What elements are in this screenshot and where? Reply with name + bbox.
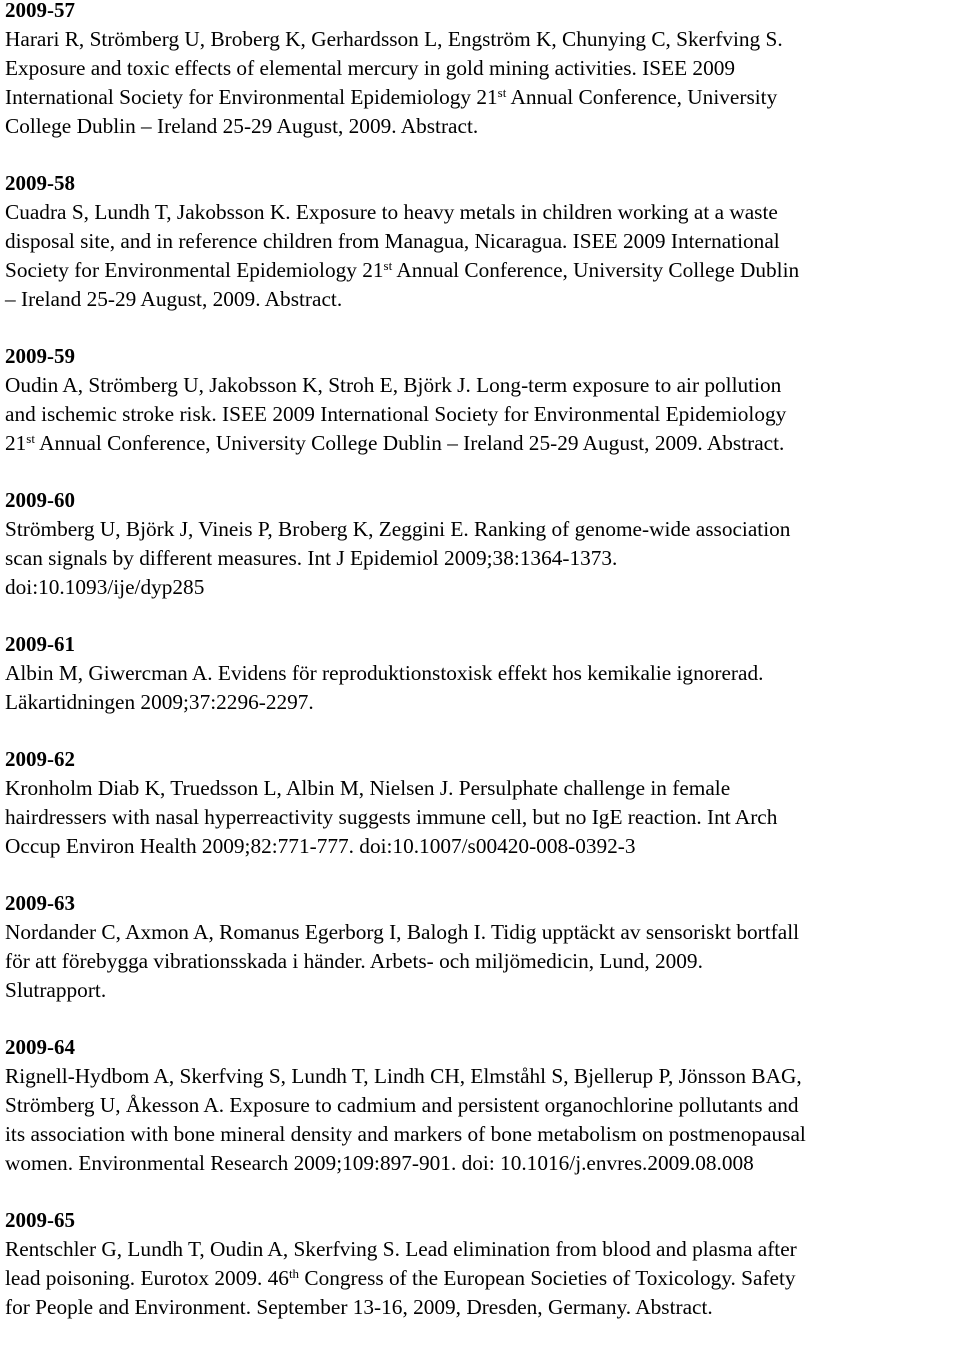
citation-line: Kronholm Diab K, Truedsson L, Albin M, Nielsen J. Persulphate challenge in female [5,776,731,800]
citation-line: for People and Environment. September 13-16, 2009, Dresden, Germany. Abstract. [5,1295,713,1319]
citation-line: Strömberg U, Björk J, Vineis P, Broberg K, Zeggini E. Ranking of genome-wide association [5,517,791,541]
publication-entry [5,745,955,861]
entry-citation [5,198,955,314]
citation-line: women. Environmental Research 2009;109:897-901. doi: 10.1016/j.envres.2009.08.008 [5,1151,754,1175]
entry-id: 2009-61 [5,632,75,656]
citation-line: Strömberg U, Åkesson A. Exposure to cadmium and persistent organochlorine pollutants and [5,1093,799,1117]
citation-line: hairdressers with nasal hyperreactivity suggests immune cell, but no IgE reaction. Int Arch [5,805,778,829]
publication-entry [5,0,955,141]
entry-citation [5,1062,955,1178]
publication-entry [5,1206,955,1322]
citation-line: 21st Annual Conference, University College Dublin – Ireland 25-29 August, 2009. Abstract. [5,430,785,455]
citation-line: för att förebygga vibrationsskada i händer. Arbets- och miljömedicin, Lund, 2009. [5,949,703,973]
entry-citation [5,25,955,141]
publication-entry [5,342,955,458]
entry-citation [5,659,955,717]
publication-entry [5,486,955,602]
citation-line: College Dublin – Ireland 25-29 August, 2009. Abstract. [5,114,479,138]
publication-entry [5,1033,955,1178]
citation-line: Rignell-Hydbom A, Skerfving S, Lundh T, Lindh CH, Elmståhl S, Bjellerup P, Jönsson BAG, [5,1064,802,1088]
citation-line: doi:10.1093/ije/dyp285 [5,575,205,599]
entry-citation [5,918,955,1005]
citation-line: Slutrapport. [5,978,107,1002]
citation-line: – Ireland 25-29 August, 2009. Abstract. [5,287,343,311]
citation-line: its association with bone mineral density and markers of bone metabolism on postmenopausal [5,1122,806,1146]
entry-id: 2009-65 [5,1208,75,1232]
citation-line: Society for Environmental Epidemiology 21st Annual Conference, University College Dublin [5,257,800,282]
publication-entry [5,169,955,314]
entry-citation [5,515,955,602]
citation-line: and ischemic stroke risk. ISEE 2009 International Society for Environmental Epidemiology [5,402,787,426]
ordinal-suffix: st [383,257,393,273]
citation-line: lead poisoning. Eurotox 2009. 46th Congress of the European Societies of Toxicology. Safety [5,1265,796,1290]
citation-line: Läkartidningen 2009;37:2296-2297. [5,690,314,714]
citation-line: disposal site, and in reference children from Managua, Nicaragua. ISEE 2009 International [5,229,780,253]
entry-citation [5,1235,955,1322]
citation-line: Occup Environ Health 2009;82:771-777. doi:10.1007/s00420-008-0392-3 [5,834,636,858]
entry-id: 2009-58 [5,171,75,195]
entry-id: 2009-57 [5,0,75,22]
ordinal-suffix: th [288,1265,300,1281]
publication-entry [5,889,955,1005]
ordinal-suffix: st [26,430,35,446]
entry-citation [5,371,955,458]
citation-line: Albin M, Giwercman A. Evidens för reproduktionstoxisk effekt hos kemikalie ignorerad. [5,661,764,685]
citation-line: Nordander C, Axmon A, Romanus Egerborg I, Balogh I. Tidig upptäckt av sensoriskt bortfall [5,920,800,944]
entry-id: 2009-62 [5,747,75,771]
entry-id: 2009-64 [5,1035,75,1059]
citation-line: International Society for Environmental Epidemiology 21st Annual Conference, University [5,84,778,109]
citation-line: scan signals by different measures. Int J Epidemiol 2009;38:1364-1373. [5,546,618,570]
publication-entry [5,630,955,717]
publication-list [5,0,955,1350]
citation-line: Harari R, Strömberg U, Broberg K, Gerhardsson L, Engström K, Chunying C, Skerfving S. [5,27,783,51]
entry-id: 2009-63 [5,891,75,915]
entry-id: 2009-59 [5,344,75,368]
entry-id: 2009-60 [5,488,75,512]
entry-citation [5,774,955,861]
citation-line: Oudin A, Strömberg U, Jakobsson K, Stroh E, Björk J. Long-term exposure to air pollution [5,373,782,397]
citation-line: Exposure and toxic effects of elemental mercury in gold mining activities. ISEE 2009 [5,56,736,80]
citation-line: Cuadra S, Lundh T, Jakobsson K. Exposure to heavy metals in children working at a waste [5,200,778,224]
ordinal-suffix: st [497,84,507,100]
citation-line: Rentschler G, Lundh T, Oudin A, Skerfving S. Lead elimination from blood and plasma after [5,1237,797,1261]
